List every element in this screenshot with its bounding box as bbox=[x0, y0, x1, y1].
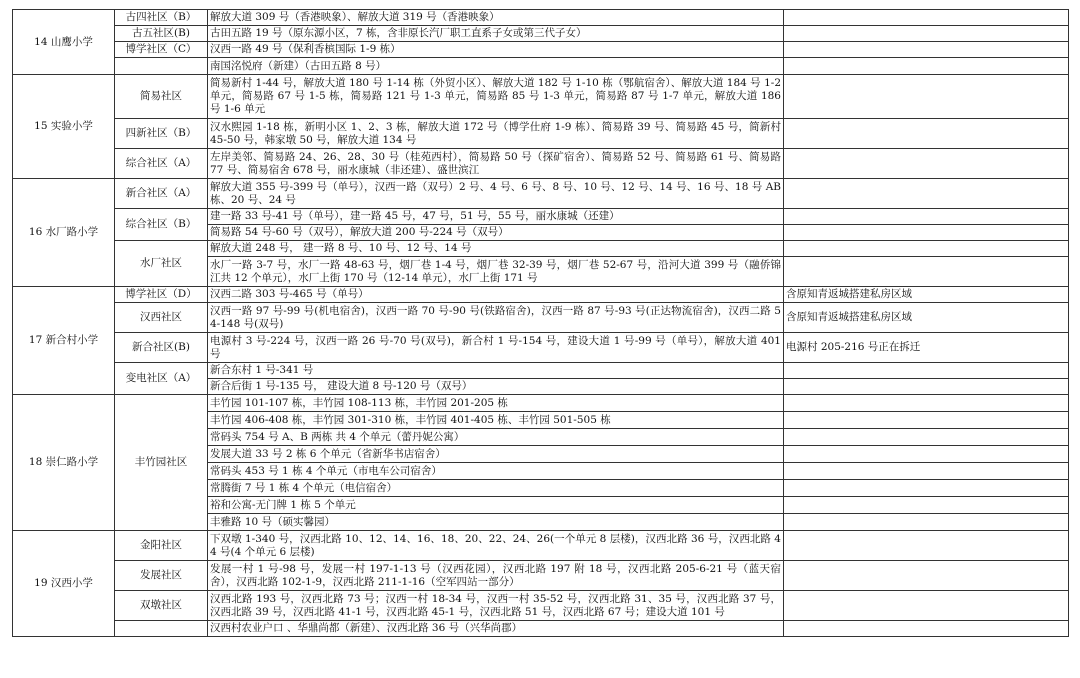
community-cell: 综合社区（B） bbox=[115, 209, 208, 241]
address-cell: 丰竹园 406-408 栋，丰竹园 301-310 栋，丰竹园 401-405 栋、丰竹园 501-505 栋 bbox=[208, 412, 784, 429]
table-row bbox=[13, 531, 1069, 561]
address-cell: 简易新村 1-44 号，解放大道 180 号 1-14 栋（外贸小区）、解放大道 182 号 1-10 栋（鄂航宿舍）、解放大道 184 号 1-2 单元，简易路 67 号 1-5 栋，简易路 121 号 1-3 单元，简易路 85 号 1-3 单元，简易路 87 号 1-7 单元，解放大道 186 号 1-6 单元 bbox=[208, 75, 784, 119]
school-name-cell: 18 崇仁路小学 bbox=[13, 395, 115, 531]
address-cell: 左岸美邻、简易路 24、26、28、30 号（桂苑西村），简易路 50 号（探矿宿舍）、简易路 52 号、简易路 61 号、简易路 77 号、简易宿舍 678 号，丽水康城（非还建）、盛世滨江 bbox=[208, 149, 784, 179]
address-cell: 汉西二路 303 号-465 号（单号） bbox=[208, 287, 784, 303]
community-cell: 简易社区 bbox=[115, 75, 208, 119]
note-cell bbox=[784, 514, 1069, 531]
address-cell: 解放大道 355 号-399 号（单号），汉西一路（双号）2 号、4 号、6 号、8 号、10 号、12 号、14 号、16 号、18 号 AB 栋、20 号、24 号 bbox=[208, 179, 784, 209]
note-cell bbox=[784, 209, 1069, 225]
school-name-cell: 17 新合村小学 bbox=[13, 287, 115, 395]
note-cell: 电源村 205-216 号正在拆迁 bbox=[784, 333, 1069, 363]
note-cell bbox=[784, 463, 1069, 480]
note-cell bbox=[784, 257, 1069, 287]
address-cell: 水厂一路 3-7 号，水厂一路 48-63 号，烟厂巷 1-4 号，烟厂巷 32-39 号，烟厂巷 52-67 号，沿河大道 399 号（融侨锦江共 12 个单元），水厂上街 170 号（12-14 单元），水厂上街 171 号 bbox=[208, 257, 784, 287]
address-cell: 下双墩 1-340 号，汉西北路 10、12、14、16、18、20、22、24、26(一个单元 8 层楼)，汉西北路 36 号，汉西北路 44 号(4 个单元 6 层楼) bbox=[208, 531, 784, 561]
note-cell bbox=[784, 58, 1069, 75]
note-cell bbox=[784, 26, 1069, 42]
address-cell: 常腾街 7 号 1 栋 4 个单元（电信宿舍） bbox=[208, 480, 784, 497]
community-cell: 博学社区（D） bbox=[115, 287, 208, 303]
table-body bbox=[13, 10, 1069, 637]
note-cell bbox=[784, 446, 1069, 463]
community-cell: 变电社区（A） bbox=[115, 363, 208, 395]
note-cell bbox=[784, 10, 1069, 26]
table-row bbox=[13, 287, 1069, 303]
table-row bbox=[13, 303, 1069, 333]
community-cell bbox=[115, 58, 208, 75]
address-cell: 发展大道 33 号 2 栋 6 个单元（省新华书店宿舍） bbox=[208, 446, 784, 463]
note-cell bbox=[784, 75, 1069, 119]
community-cell: 四新社区（B） bbox=[115, 119, 208, 149]
note-cell bbox=[784, 363, 1069, 379]
address-cell: 新合东村 1 号-341 号 bbox=[208, 363, 784, 379]
school-name-cell: 14 山鹰小学 bbox=[13, 10, 115, 75]
community-cell: 古五社区(B) bbox=[115, 26, 208, 42]
address-cell: 裕和公寓-无门牌 1 栋 5 个单元 bbox=[208, 497, 784, 514]
note-cell bbox=[784, 179, 1069, 209]
note-cell bbox=[784, 42, 1069, 58]
note-cell bbox=[784, 241, 1069, 257]
note-cell bbox=[784, 497, 1069, 514]
note-cell: 含原知青返城搭建私房区域 bbox=[784, 287, 1069, 303]
address-cell: 电源村 3 号-224 号，汉西一路 26 号-70 号(双号)，新合村 1 号-154 号，建设大道 1 号-99 号（单号），解放大道 401 号 bbox=[208, 333, 784, 363]
note-cell bbox=[784, 412, 1069, 429]
community-cell: 博学社区（C） bbox=[115, 42, 208, 58]
note-cell bbox=[784, 591, 1069, 621]
table-row bbox=[13, 26, 1069, 42]
note-cell bbox=[784, 379, 1069, 395]
community-cell: 新合社区(B) bbox=[115, 333, 208, 363]
note-cell bbox=[784, 561, 1069, 591]
table-row bbox=[13, 209, 1069, 225]
community-cell: 金阳社区 bbox=[115, 531, 208, 561]
address-cell: 常码头 453 号 1 栋 4 个单元（市电车公司宿舍） bbox=[208, 463, 784, 480]
community-cell: 双墩社区 bbox=[115, 591, 208, 621]
note-cell bbox=[784, 429, 1069, 446]
table-row bbox=[13, 119, 1069, 149]
table-row bbox=[13, 10, 1069, 26]
note-cell bbox=[784, 395, 1069, 412]
address-cell: 发展一村 1 号-98 号，发展一村 197-1-13 号（汉西花园），汉西北路 197 附 18 号，汉西北路 205-6-21 号（蓝天宿舍），汉西北路 102-1-9，汉西北路 211-1-16（空军四站一部分） bbox=[208, 561, 784, 591]
address-cell: 新合后街 1 号-135 号， 建设大道 8 号-120 号（双号） bbox=[208, 379, 784, 395]
note-cell bbox=[784, 621, 1069, 637]
address-cell: 简易路 54 号-60 号（双号），解放大道 200 号-224 号（双号） bbox=[208, 225, 784, 241]
community-cell: 古四社区（B） bbox=[115, 10, 208, 26]
community-cell: 新合社区（A） bbox=[115, 179, 208, 209]
note-cell bbox=[784, 149, 1069, 179]
table-row bbox=[13, 75, 1069, 119]
table-row bbox=[13, 179, 1069, 209]
note-cell bbox=[784, 531, 1069, 561]
address-cell: 汉西北路 193 号，汉西北路 73 号；汉西一村 18-34 号，汉西一村 35-52 号，汉西北路 31、35 号，汉西北路 37 号，汉西北路 39 号，汉西北路 41-1 号，汉西北路 45-1 号，汉西北路 51 号，汉西北路 67 号；建设大道 101 号 bbox=[208, 591, 784, 621]
address-cell: 建一路 33 号-41 号（单号），建一路 45 号，47 号，51 号，55 号，丽水康城（还建） bbox=[208, 209, 784, 225]
address-cell: 汉水熙园 1-18 栋，新明小区 1、2、3 栋，解放大道 172 号（博学仕府 1-9 栋）、简易路 39 号、简易路 45 号，简新村 45-50 号，韩家墩 50 号，解放大道 134 号 bbox=[208, 119, 784, 149]
community-cell: 发展社区 bbox=[115, 561, 208, 591]
address-cell: 丰雅路 10 号（硕实馨园） bbox=[208, 514, 784, 531]
table-row bbox=[13, 149, 1069, 179]
school-name-cell: 16 水厂路小学 bbox=[13, 179, 115, 287]
table-row bbox=[13, 621, 1069, 637]
table-row bbox=[13, 333, 1069, 363]
address-cell: 常码头 754 号 A、B 两栋 共 4 个单元（蕾丹妮公寓） bbox=[208, 429, 784, 446]
note-cell bbox=[784, 119, 1069, 149]
table-row bbox=[13, 591, 1069, 621]
address-cell: 汉西村农业户口 、华鼎尚都（新建）、汉西北路 36 号（兴华尚郡） bbox=[208, 621, 784, 637]
table-row bbox=[13, 561, 1069, 591]
note-cell bbox=[784, 480, 1069, 497]
address-cell: 丰竹园 101-107 栋，丰竹园 108-113 栋，丰竹园 201-205 栋 bbox=[208, 395, 784, 412]
note-cell bbox=[784, 225, 1069, 241]
table-row bbox=[13, 395, 1069, 412]
table-row bbox=[13, 42, 1069, 58]
address-cell: 解放大道 248 号， 建一路 8 号、10 号、12 号、14 号 bbox=[208, 241, 784, 257]
note-cell: 含原知青返城搭建私房区域 bbox=[784, 303, 1069, 333]
table-row bbox=[13, 58, 1069, 75]
community-cell: 丰竹园社区 bbox=[115, 395, 208, 531]
address-cell: 汉西一路 97 号-99 号(机电宿舍)，汉西一路 70 号-90 号(铁路宿舍)，汉西一路 87 号-93 号(正达物流宿舍)，汉西二路 54-148 号(双号) bbox=[208, 303, 784, 333]
school-name-cell: 19 汉西小学 bbox=[13, 531, 115, 637]
community-cell: 汉西社区 bbox=[115, 303, 208, 333]
address-cell: 南国洺悦府（新建）（古田五路 8 号） bbox=[208, 58, 784, 75]
community-cell: 水厂社区 bbox=[115, 241, 208, 287]
address-cell: 古田五路 19 号（原东源小区，7 栋，含非原长汽厂职工直系子女或第三代子女） bbox=[208, 26, 784, 42]
community-cell: 综合社区（A） bbox=[115, 149, 208, 179]
address-cell: 解放大道 309 号（香港映象）、解放大道 319 号（香港映象） bbox=[208, 10, 784, 26]
community-cell bbox=[115, 621, 208, 637]
zoning-table bbox=[12, 9, 1069, 637]
table-row bbox=[13, 363, 1069, 379]
school-name-cell: 15 实验小学 bbox=[13, 75, 115, 179]
address-cell: 汉西一路 49 号（保利香槟国际 1-9 栋） bbox=[208, 42, 784, 58]
table-row bbox=[13, 241, 1069, 257]
